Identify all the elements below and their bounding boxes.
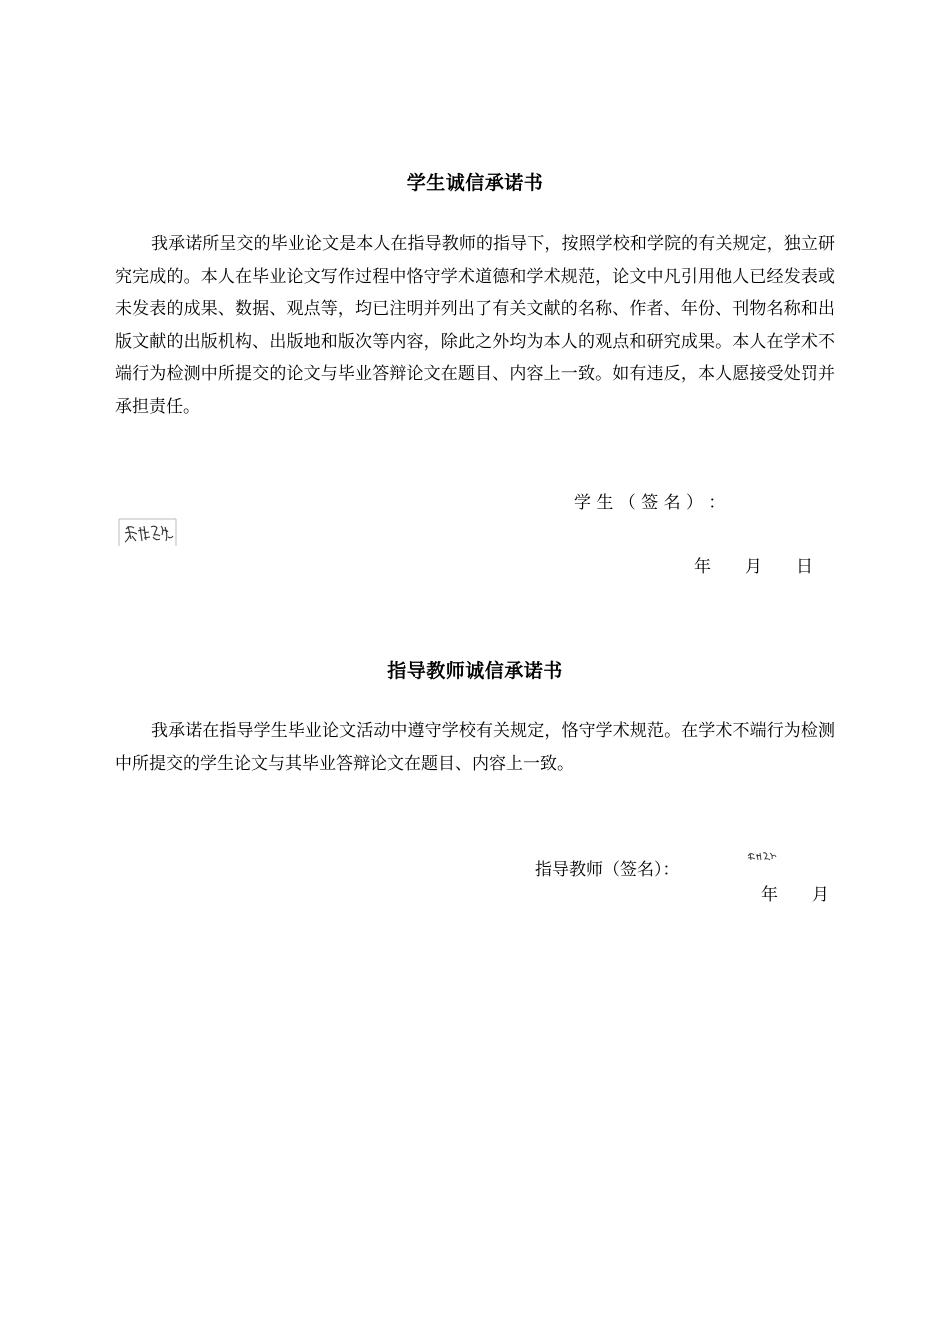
advisor-date-line: 年 月 [761, 885, 829, 905]
student-handwritten-signature [118, 517, 178, 551]
advisor-pledge-title: 指导教师诚信承诺书 [387, 660, 563, 682]
student-date-line: 年 月 日 [694, 557, 813, 577]
advisor-signature-label: 指导教师（签名）： [535, 860, 680, 880]
student-signature-label: 学 生 （ 签 名 ） ： [574, 493, 726, 513]
advisor-handwritten-signature [746, 848, 778, 868]
student-pledge-title: 学生诚信承诺书 [406, 172, 544, 194]
advisor-pledge-body: 我承诺在指导学生毕业论文活动中遵守学校有关规定，恪守学术规范。在学术不端行为检测中所提交的学生论文与其毕业答辩论文在题目、内容上一致。 [115, 721, 835, 774]
student-pledge-body: 我承诺所呈交的毕业论文是本人在指导教师的指导下，按照学校和学院的有关规定，独立研究完成的。本人在毕业论文写作过程中恪守学术道德和学术规范，论文中凡引用他人已经发表或未发表的成果、数据、观点等，均已注明并列出了有关文献的名称、作者、年份、刊物名称和出版文献的出版机构、出版地和版次等内容，除此之外均为本人的观点和研究成果。本人在学术不端行为检测中所提交的论文与毕业答辩论文在题目、内容上一致。如有违反，本人愿接受处罚并承担责任。 [115, 234, 835, 417]
